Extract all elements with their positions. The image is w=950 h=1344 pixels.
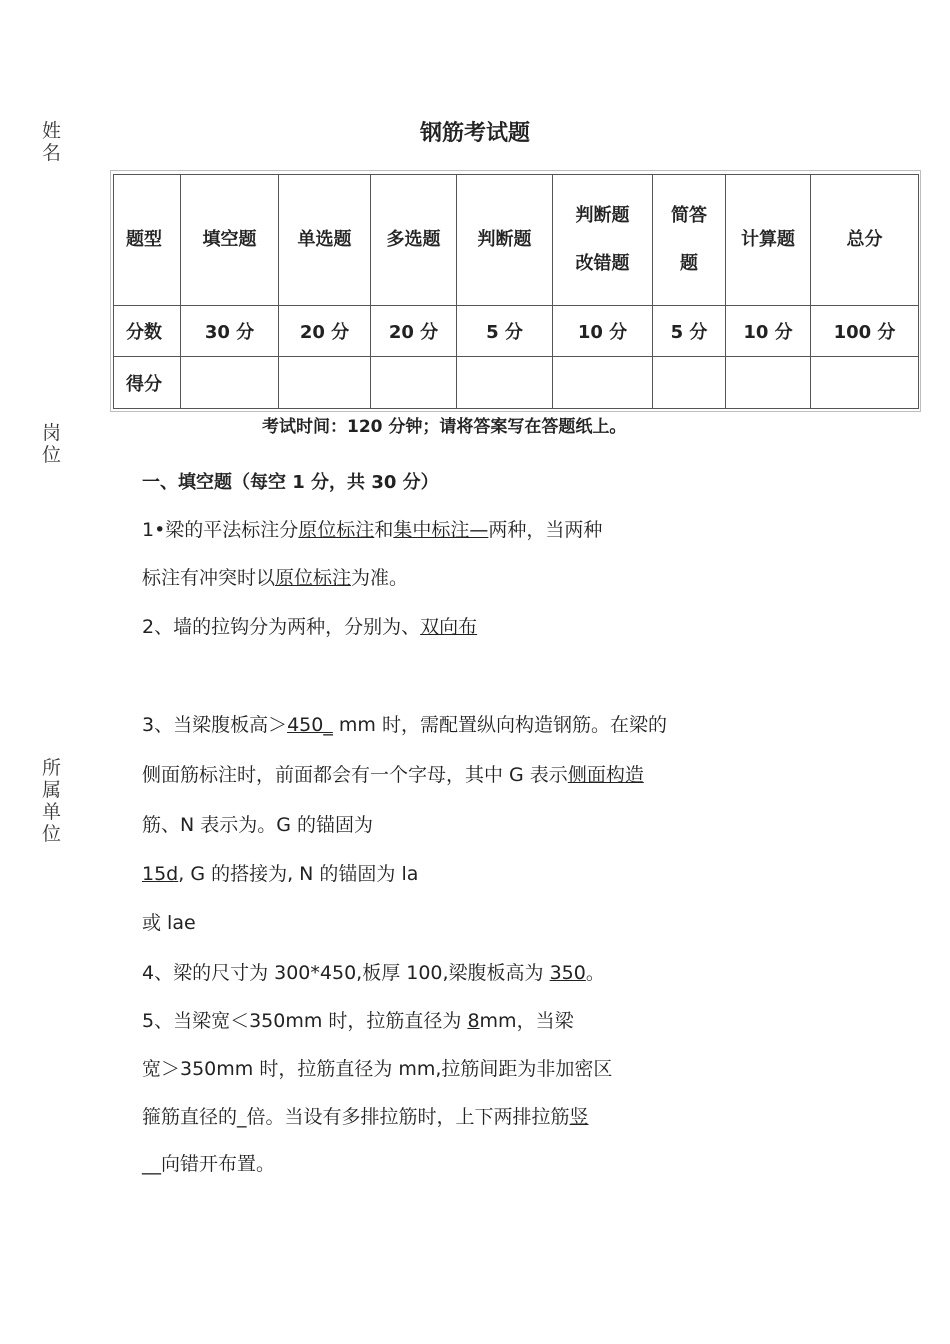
header-cell-line: 题 bbox=[680, 253, 698, 274]
text: 两种，当两种 bbox=[488, 519, 603, 541]
side-char: 单 bbox=[42, 801, 62, 823]
side-char: 位 bbox=[42, 823, 62, 845]
side-char: 岗 bbox=[42, 422, 62, 444]
text: 4、梁的尺寸为 300*450,板厚 100,梁腹板高为 bbox=[142, 962, 550, 984]
header-cell: 题型 bbox=[114, 175, 181, 306]
answer-text: 15d bbox=[142, 863, 179, 885]
empty-score-cell[interactable] bbox=[553, 357, 653, 409]
section-title: 一、填空题（每空 1 分，共 30 分） bbox=[142, 472, 439, 493]
table-cell: 10 分 bbox=[726, 306, 811, 357]
text: mm，当梁 bbox=[479, 1010, 574, 1032]
table-row-scores bbox=[114, 306, 919, 357]
side-char: 属 bbox=[42, 779, 62, 801]
text: 为准。 bbox=[351, 567, 409, 589]
question-1-line-2 bbox=[142, 563, 408, 590]
question-5-line-2: 宽＞350mm 时，拉筋直径为 mm,拉筋间距为非加密区 bbox=[142, 1058, 613, 1080]
answer-text: 350 bbox=[549, 962, 586, 984]
header-cell: 填空题 bbox=[181, 175, 279, 306]
answer-text: 集中标注— bbox=[393, 519, 489, 541]
header-cell-line: 改错题 bbox=[575, 253, 630, 274]
score-table-frame bbox=[110, 170, 921, 412]
question-5-line-3 bbox=[142, 1102, 589, 1129]
question-1-line-1 bbox=[142, 515, 602, 542]
table-row-got bbox=[114, 357, 919, 409]
empty-score-cell[interactable] bbox=[279, 357, 371, 409]
empty-score-cell[interactable] bbox=[371, 357, 457, 409]
table-cell: 10 分 bbox=[553, 306, 653, 357]
table-cell: 100 分 bbox=[811, 306, 919, 357]
empty-score-cell[interactable] bbox=[811, 357, 919, 409]
answer-text: 8 bbox=[467, 1010, 480, 1032]
table-header-row bbox=[114, 175, 919, 306]
text: 箍筋直径的_倍。当设有多排拉筋时，上下两排拉筋 bbox=[142, 1106, 570, 1128]
table-cell: 分数 bbox=[114, 306, 181, 357]
empty-score-cell[interactable] bbox=[653, 357, 726, 409]
table-cell: 20 分 bbox=[371, 306, 457, 357]
side-label-post bbox=[42, 422, 64, 466]
text: 5、当梁宽＜350mm 时，拉筋直径为 bbox=[142, 1010, 468, 1032]
empty-score-cell[interactable] bbox=[457, 357, 553, 409]
empty-score-cell[interactable] bbox=[181, 357, 279, 409]
header-cell-line: 简答 bbox=[671, 205, 707, 226]
side-char: 名 bbox=[42, 142, 62, 162]
answer-text: 竖 bbox=[569, 1106, 589, 1128]
table-cell: 得分 bbox=[114, 357, 181, 409]
table-cell: 20 分 bbox=[279, 306, 371, 357]
header-cell bbox=[653, 175, 726, 306]
header-cell: 多选题 bbox=[371, 175, 457, 306]
table-cell: 5 分 bbox=[457, 306, 553, 357]
header-cell: 判断题 bbox=[457, 175, 553, 306]
table-cell: 30 分 bbox=[181, 306, 279, 357]
answer-text: 双向布 bbox=[420, 616, 478, 638]
text: mm 时，需配置纵向构造钢筋。在梁的 bbox=[332, 714, 667, 736]
exam-time-note: 考试时间：120 分钟；请将答案写在答题纸上。 bbox=[262, 417, 627, 437]
question-5-line-1 bbox=[142, 1006, 574, 1033]
answer-text: 原位标注 bbox=[275, 567, 352, 589]
answer-text: 450_ bbox=[287, 714, 333, 736]
side-char: 姓 bbox=[42, 120, 62, 142]
text: 。 bbox=[585, 962, 605, 984]
header-cell: 计算题 bbox=[726, 175, 811, 306]
text: 1•梁的平法标注分 bbox=[142, 519, 299, 541]
text: 标注有冲突时以 bbox=[142, 567, 276, 589]
text: 2、墙的拉钩分为两种，分别为、 bbox=[142, 616, 421, 638]
question-5-line-4: __向错开布置。 bbox=[142, 1153, 276, 1175]
side-label-unit bbox=[42, 757, 64, 845]
question-3-line-4 bbox=[142, 859, 418, 886]
question-3-line-2 bbox=[142, 760, 644, 787]
question-3-line-3: 筋、N 表示为。G 的锚固为 bbox=[142, 814, 374, 836]
side-char: 位 bbox=[42, 444, 62, 466]
header-cell: 单选题 bbox=[279, 175, 371, 306]
question-2 bbox=[142, 612, 477, 639]
header-cell-line: 判断题 bbox=[575, 205, 630, 226]
question-3-line-1 bbox=[142, 710, 667, 737]
answer-text: 侧面构造 bbox=[567, 764, 644, 786]
page-title: 钢筋考试题 bbox=[419, 121, 530, 146]
question-4 bbox=[142, 958, 605, 985]
score-table bbox=[113, 174, 919, 409]
header-cell bbox=[553, 175, 653, 306]
text: 3、当梁腹板高＞ bbox=[142, 714, 288, 736]
text: , G 的搭接为, N 的锚固为 la bbox=[178, 863, 419, 885]
question-3-line-5: 或 lae bbox=[142, 912, 196, 934]
header-cell: 总分 bbox=[811, 175, 919, 306]
answer-text: 原位标注 bbox=[298, 519, 375, 541]
text: 和 bbox=[374, 519, 394, 541]
text: 侧面筋标注时，前面都会有一个字母，其中 G 表示 bbox=[142, 764, 568, 786]
table-cell: 5 分 bbox=[653, 306, 726, 357]
empty-score-cell[interactable] bbox=[726, 357, 811, 409]
side-char: 所 bbox=[42, 757, 62, 779]
